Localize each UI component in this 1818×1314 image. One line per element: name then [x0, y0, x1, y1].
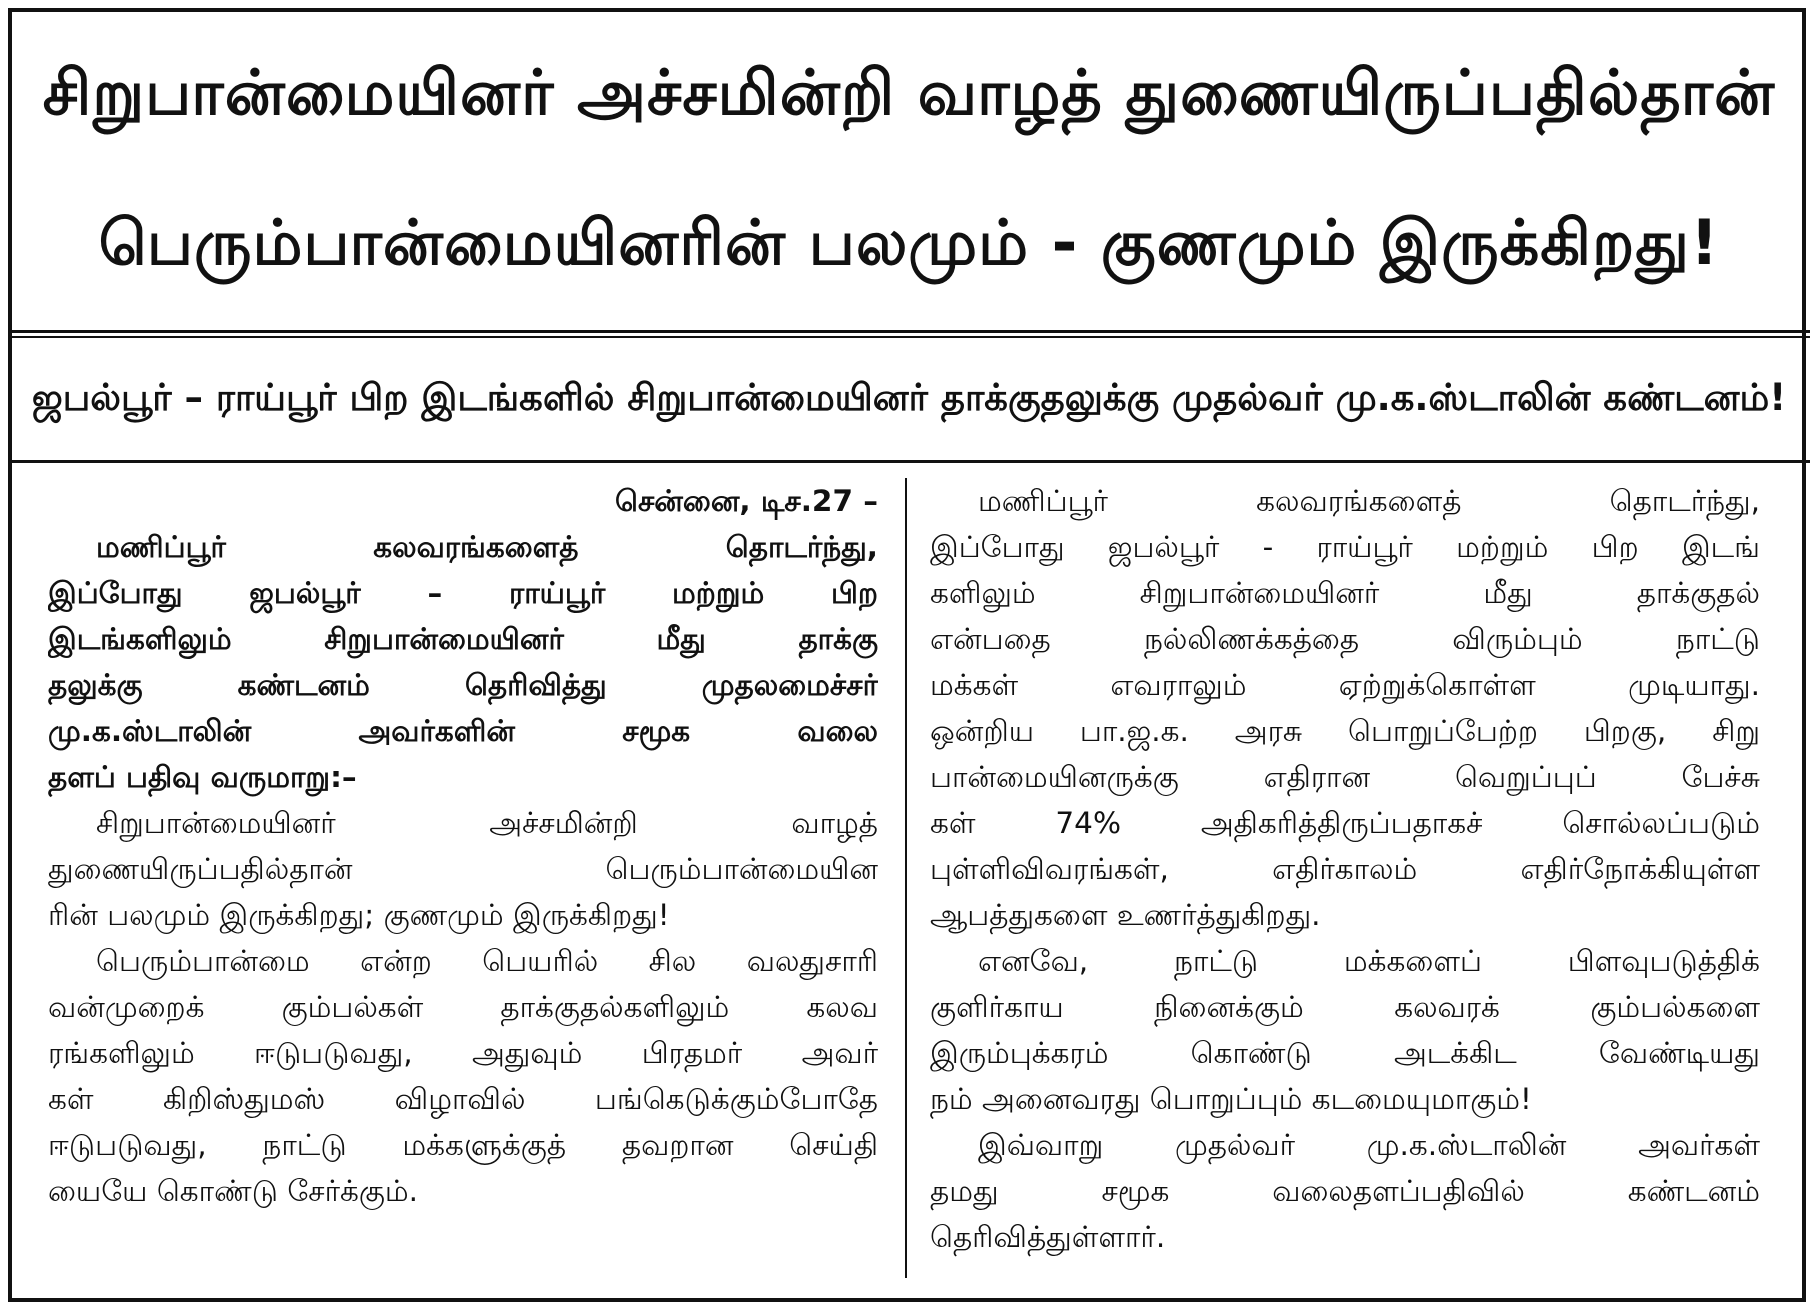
left-line: தளப் பதிவு வருமாறு:– — [48, 760, 357, 794]
right-line: மணிப்பூர் கலவரங்களைத் தொடர்ந்து, — [978, 484, 1760, 518]
right-line: கள் 74% அதிகரித்திருப்பதாகச் சொல்லப்படும் — [930, 806, 1760, 840]
column-divider — [905, 478, 907, 1278]
subheadline-box — [12, 350, 1806, 450]
right-line: மக்கள் எவராலும் ஏற்றுக்கொள்ள முடியாது. — [930, 668, 1760, 702]
left-line: கள் கிறிஸ்துமஸ் விழாவில் பங்கெடுக்கும்போதே — [48, 1082, 878, 1116]
dateline: சென்னை, டிச.27 – — [615, 484, 878, 518]
left-line: தலுக்கு கண்டனம் தெரிவித்து முதலமைச்சர் — [48, 668, 878, 702]
left-line: இடங்களிலும் சிறுபான்மையினர் மீது தாக்கு — [48, 622, 878, 656]
right-line: குளிர்காய நினைக்கும் கலவரக் கும்பல்களை — [930, 990, 1760, 1024]
right-line: தமது சமூக வலைதளப்பதிவில் கண்டனம் — [930, 1174, 1760, 1208]
left-line: ஈடுபடுவது, நாட்டு மக்களுக்குத் தவறான செய்தி — [48, 1128, 878, 1162]
left-line: சிறுபான்மையினர் அச்சமின்றி வாழத் — [96, 806, 878, 840]
left-line: மணிப்பூர் கலவரங்களைத் தொடர்ந்து, — [96, 530, 878, 564]
headline-line-2: பெரும்பான்மையினரின் பலமும் - குணமும் இருக்கிறது! — [98, 205, 1720, 279]
right-line: இரும்புக்கரம் கொண்டு அடக்கிட வேண்டியது — [930, 1036, 1760, 1070]
left-line: யையே கொண்டு சேர்க்கும். — [48, 1174, 419, 1208]
headline-line-1: சிறுபான்மையினர் அச்சமின்றி வாழத் துணையிருப்பதில்தான் — [42, 55, 1776, 129]
right-line: இப்போது ஜபல்பூர் - ராய்பூர் மற்றும் பிற இடங் — [930, 530, 1760, 564]
headline-divider — [8, 330, 1810, 333]
subheadline-divider — [8, 460, 1810, 463]
right-column — [930, 478, 1760, 1260]
right-line: நம் அனைவரது பொறுப்பும் கடமையுமாகும்! — [930, 1082, 1532, 1116]
left-line: பெரும்பான்மை என்ற பெயரில் சில வலதுசாரி — [96, 944, 878, 978]
headline-divider-thin — [8, 336, 1810, 338]
left-line: துணையிருப்பதில்தான் பெரும்பான்மையின — [48, 852, 878, 886]
left-line: வன்முறைக் கும்பல்கள் தாக்குதல்களிலும் கலவ — [48, 990, 878, 1024]
right-line: எனவே, நாட்டு மக்களைப் பிளவுபடுத்திக் — [978, 944, 1760, 978]
left-line: மு.க.ஸ்டாலின் அவர்களின் சமூக வலை — [48, 714, 878, 748]
left-line: ரங்களிலும் ஈடுபடுவது, அதுவும் பிரதமர் அவர் — [48, 1036, 878, 1070]
right-line: களிலும் சிறுபான்மையினர் மீது தாக்குதல் — [930, 576, 1760, 610]
left-line: இப்போது ஜபல்பூர் – ராய்பூர் மற்றும் பிற — [48, 576, 878, 610]
right-line: ஒன்றிய பா.ஜ.க. அரசு பொறுப்பேற்ற பிறகு, சிறு — [930, 714, 1760, 748]
right-line: தெரிவித்துள்ளார். — [930, 1220, 1166, 1254]
right-line: ஆபத்துகளை உணர்த்துகிறது. — [930, 898, 1321, 932]
right-line: பான்மையினருக்கு எதிரான வெறுப்புப் பேச்சு — [930, 760, 1760, 794]
right-line: புள்ளிவிவரங்கள், எதிர்காலம் எதிர்நோக்கியுள்ள — [930, 852, 1760, 886]
headline — [12, 18, 1806, 318]
left-line: ரின் பலமும் இருக்கிறது; குணமும் இருக்கிறது! — [48, 898, 670, 932]
subheadline: ஜபல்பூர் – ராய்பூர் பிற இடங்களில் சிறுபான்மையினர் தாக்குதலுக்கு முதல்வர் மு.க.ஸ்டாலின் கண்டனம்! — [31, 376, 1787, 419]
right-line: என்பதை நல்லிணக்கத்தை விரும்பும் நாட்டு — [930, 622, 1760, 656]
left-column — [48, 478, 878, 1214]
right-line: இவ்வாறு முதல்வர் மு.க.ஸ்டாலின் அவர்கள் — [978, 1128, 1760, 1162]
